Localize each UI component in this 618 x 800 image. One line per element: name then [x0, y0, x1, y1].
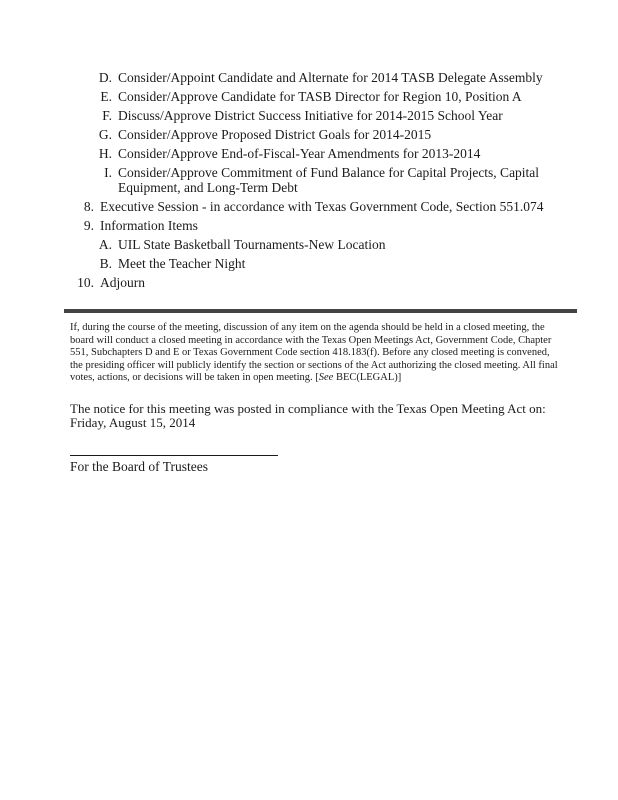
agenda-item-9 [60, 219, 618, 234]
signature-line [70, 455, 278, 456]
agenda-item-i [60, 166, 618, 195]
agenda-item-10 [60, 276, 618, 291]
agenda-item-text: Executive Session - in accordance with Texas Government Code, Section 551.074 [100, 198, 544, 214]
agenda-item-marker: D. [98, 70, 112, 85]
legal-notice-line: board will conduct a closed meeting in accordance with the Texas Open Meetings Act, Government Code, Chapter [70, 334, 552, 346]
legal-notice-line: the presiding officer will publicly identify the section or sections of the Act authorizing the closed meeting. All final [70, 359, 558, 371]
legal-notice-line: If, during the course of the meeting, discussion of any item on the agenda should be held in a closed meeting, the [70, 322, 545, 333]
closed-meeting-legal-notice [70, 322, 578, 385]
signature-block [70, 455, 618, 474]
agenda-item-text: Meet the Teacher Night [118, 255, 246, 271]
agenda-item-marker: B. [99, 255, 112, 271]
legal-notice-line [70, 372, 578, 385]
agenda-item-marker: 8. [83, 198, 94, 214]
agenda-item-text: Discuss/Approve District Success Initiative for 2014-2015 School Year [118, 108, 503, 123]
agenda-list [0, 0, 618, 290]
agenda-item-8 [60, 200, 618, 215]
agenda-item-h [60, 147, 618, 162]
agenda-item-9b [60, 257, 618, 272]
agenda-item-f [60, 109, 618, 124]
agenda-item-9a [60, 238, 618, 253]
agenda-item-marker: E. [100, 89, 112, 104]
legal-notice-see-reference: See [318, 372, 334, 384]
posting-notice-line: The notice for this meeting was posted in compliance with the Texas Open Meeting Act on: [70, 400, 546, 416]
agenda-item-text: Consider/Appoint Candidate and Alternate for 2014 TASB Delegate Assembly [118, 70, 543, 85]
agenda-item-text [118, 166, 539, 195]
agenda-item-text: UIL State Basketball Tournaments-New Location [118, 236, 386, 252]
posting-date: Friday, August 15, 2014 [70, 414, 196, 430]
agenda-item-text: Information Items [100, 217, 198, 233]
agenda-item-d [60, 71, 618, 86]
agenda-item-g [60, 128, 618, 143]
legal-notice-line-part: BEC(LEGAL)] [333, 372, 402, 384]
posting-compliance-notice [70, 402, 578, 430]
agenda-item-marker: A. [98, 236, 112, 252]
agenda-item-marker: I. [104, 165, 112, 180]
agenda-item-marker: 9. [83, 217, 94, 233]
legal-notice-line-part: votes, actions, or decisions will be taken in open meeting. [ [70, 372, 319, 384]
agenda-item-text: Adjourn [100, 274, 145, 290]
agenda-item-text: Consider/Approve Candidate for TASB Director for Region 10, Position A [118, 89, 522, 104]
section-divider-rule [64, 309, 577, 313]
signature-label: For the Board of Trustees [70, 458, 208, 474]
agenda-item-text: Consider/Approve End-of-Fiscal-Year Amendments for 2013-2014 [118, 146, 481, 161]
agenda-item-text-line1: Consider/Approve Commitment of Fund Balance for Capital Projects, Capital [118, 165, 540, 180]
agenda-item-text: Consider/Approve Proposed District Goals for 2014-2015 [118, 127, 432, 142]
legal-notice-line: 551, Subchapters D and E or Texas Government Code section 418.183(f). Before any closed meeting is convened, [70, 347, 550, 359]
agenda-item-marker: F. [102, 108, 112, 123]
agenda-item-e [60, 90, 618, 105]
agenda-item-marker: 10. [77, 274, 94, 290]
agenda-item-marker: G. [98, 127, 112, 142]
agenda-item-marker: H. [98, 146, 112, 161]
agenda-item-text-line2: Equipment, and Long-Term Debt [118, 179, 298, 195]
